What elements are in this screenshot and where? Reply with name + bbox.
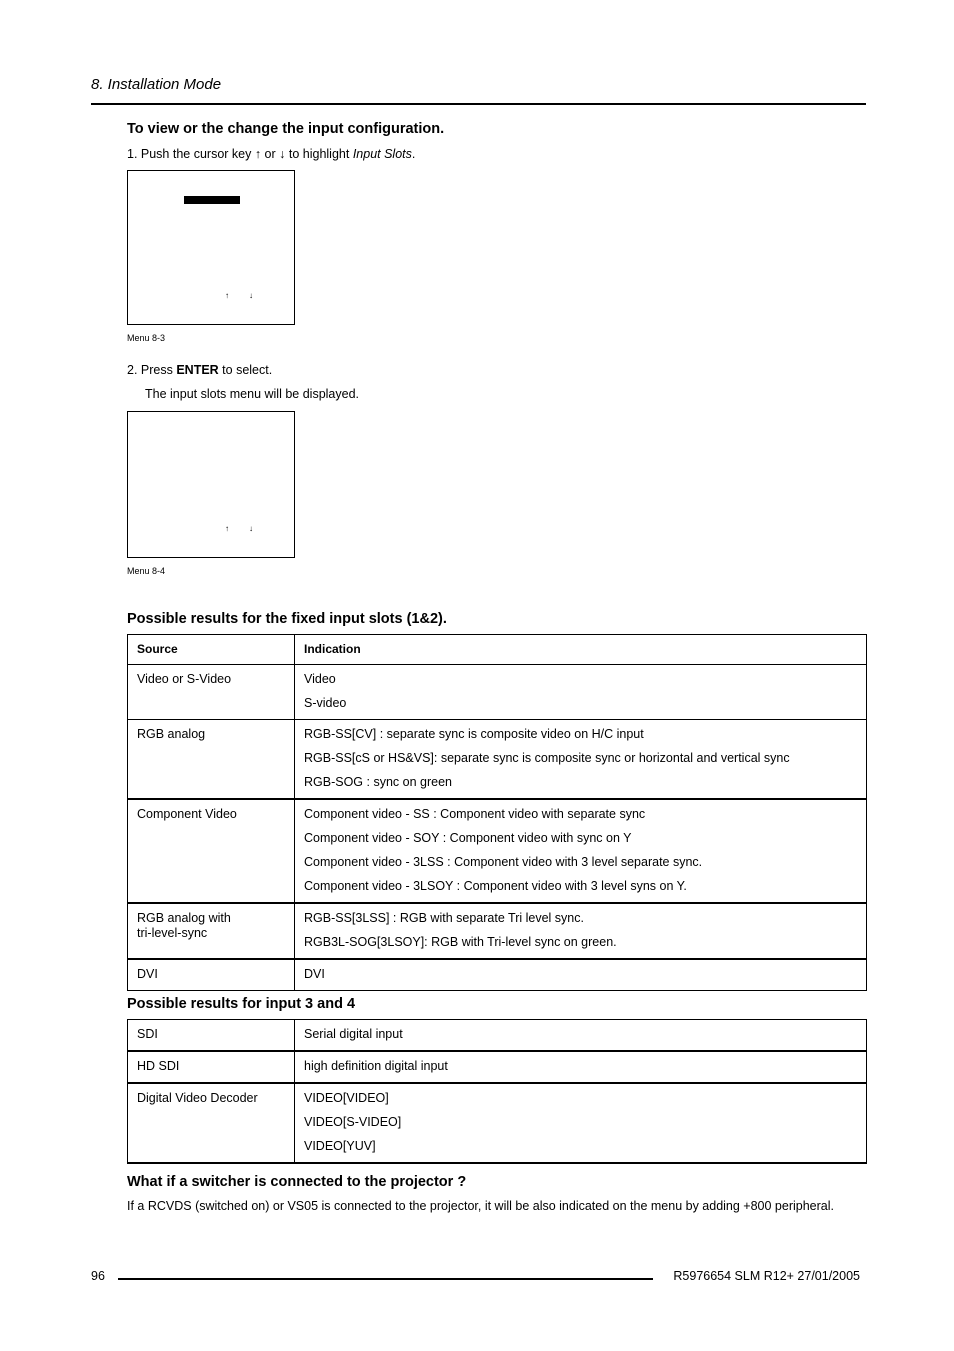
indication-cell: high definition digital input [295, 1051, 867, 1083]
step-1-suffix: . [411, 147, 416, 161]
step-2 [127, 363, 272, 377]
table-row [128, 903, 867, 959]
menu-8-3-screen [127, 170, 295, 325]
step-2-text: 2. Press [127, 363, 177, 377]
arrow-down-icon: ↓ [249, 524, 253, 533]
table-row [128, 1083, 867, 1163]
header-rule [91, 103, 866, 105]
section-heading-input-config: To view or the change the input configuration. [127, 121, 445, 137]
step-1 [127, 147, 415, 161]
arrow-up-icon: ↑ [225, 291, 229, 300]
menu-caption-8-4: Menu 8-4 [127, 566, 166, 576]
footer-rule [118, 1278, 653, 1280]
section-heading-input-3-4: Possible results for input 3 and 4 [127, 996, 356, 1012]
arrow-up-icon: ↑ [225, 524, 229, 533]
table-row [128, 1051, 867, 1083]
highlight-bar [184, 196, 240, 204]
table-row [128, 1020, 867, 1052]
indication-cell: Video S-video [295, 665, 867, 720]
source-cell: HD SDI [128, 1051, 295, 1083]
source-cell: Video or S-Video [128, 665, 295, 720]
indication-cell: DVI [295, 959, 867, 991]
document-reference: R5976654 SLM R12+ 27/01/2005 [673, 1269, 860, 1283]
indication-cell: RGB-SS[CV] : separate sync is composite video on H/C input RGB-SS[cS or HS&VS]: separate sync is composite sync or horizontal and vertical sync RGB-SOG : sync on green [295, 720, 867, 800]
menu-caption-8-3: Menu 8-3 [127, 333, 166, 343]
switcher-body-text: If a RCVDS (switched on) or VS05 is connected to the projector, it will be also indicated on the menu by adding +800 peripheral. [127, 1199, 835, 1213]
table-row [128, 720, 867, 800]
indication-cell: VIDEO[VIDEO] VIDEO[S-VIDEO] VIDEO[YUV] [295, 1083, 867, 1163]
source-cell: RGB analog with tri-level-sync [128, 903, 295, 959]
section-heading-switcher: What if a switcher is connected to the projector ? [127, 1174, 467, 1190]
indication-cell: Serial digital input [295, 1020, 867, 1052]
table-row [128, 959, 867, 991]
source-cell: Digital Video Decoder [128, 1083, 295, 1163]
step-2-key: ENTER [176, 363, 219, 377]
indication-cell: Component video - SS : Component video with separate sync Component video - SOY : Component video with sync on Y Component video - 3LSS : Component video with 3 level separate sync. Component video - 3LSOY : Component video with 3 level syns on Y. [295, 799, 867, 903]
arrow-down-icon: ↓ [249, 291, 253, 300]
input-3-4-table [127, 1019, 867, 1164]
menu-8-4-screen [127, 411, 295, 558]
page-number: 96 [91, 1269, 105, 1283]
section-heading-fixed-slots: Possible results for the fixed input slots (1&2). [127, 611, 447, 627]
indication-cell: RGB-SS[3LSS] : RGB with separate Tri level sync. RGB3L-SOG[3LSOY]: RGB with Tri-level sync on green. [295, 903, 867, 959]
source-cell: DVI [128, 959, 295, 991]
table-header-row [128, 635, 867, 665]
chapter-title: 8. Installation Mode [91, 76, 222, 93]
fixed-slots-table [127, 634, 867, 991]
table-row [128, 799, 867, 903]
column-header-source: Source [128, 635, 295, 665]
source-cell: SDI [128, 1020, 295, 1052]
step-2-suffix: to select. [218, 363, 273, 377]
step-1-menu-item: Input Slots [352, 147, 412, 161]
column-header-indication: Indication [295, 635, 867, 665]
step-2-note: The input slots menu will be displayed. [145, 387, 360, 401]
step-1-text: 1. Push the cursor key ↑ or ↓ to highlight [127, 147, 353, 161]
source-cell: Component Video [128, 799, 295, 903]
table-row [128, 665, 867, 720]
source-cell: RGB analog [128, 720, 295, 800]
